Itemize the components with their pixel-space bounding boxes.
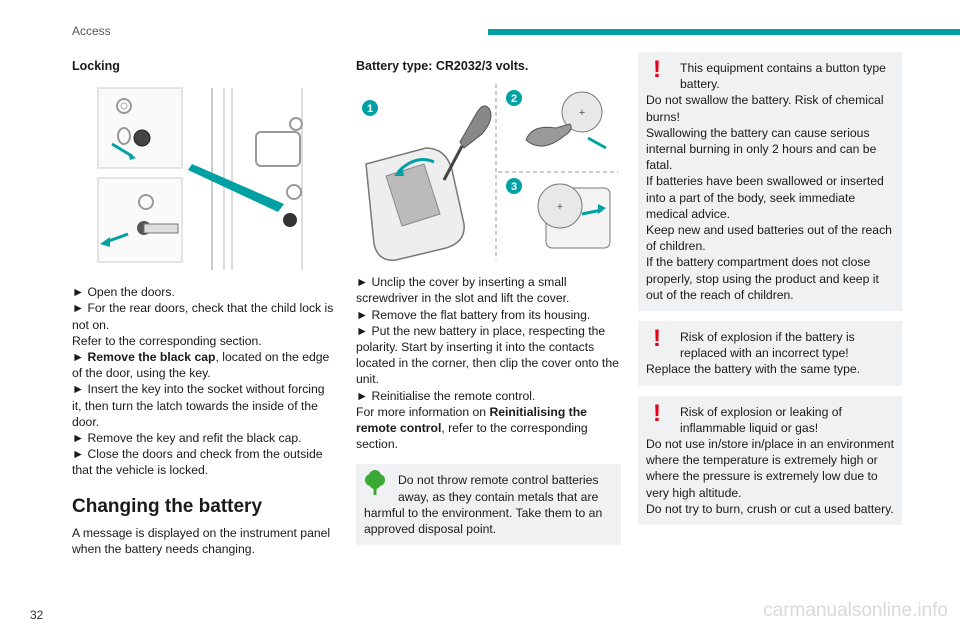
step-badge-2: 2 bbox=[510, 93, 518, 106]
environment-note-first: Do not throw remote control batteries away, as they contain metals that are bbox=[398, 473, 599, 504]
warning-note-1-rest: Do not swallow the battery. Risk of chemical burns! Swallowing the battery can cause serious internal burning in only 2 hours and can be fatal. If batteries have been swallowed or inserted into a part of the body, seek immediate medical advice. Keep new and used batteries out of the reach of children. If the battery compartment does not close properly, stop using the product and keep it out of the reach of children. bbox=[646, 93, 892, 302]
locking-illustration bbox=[72, 84, 312, 274]
locking-refer: Refer to the corresponding section. bbox=[72, 333, 262, 348]
warning-note-3-first: Risk of explosion or leaking of inflammable liquid or gas! bbox=[680, 404, 842, 435]
warning-note-button-battery bbox=[638, 52, 902, 311]
battery-step-insert: ► Put the new battery in place, respecting the polarity. Start by inserting it into the contacts located in the corner, then clip the cover onto the unit. bbox=[356, 323, 619, 387]
remove-cap-bold: ► Remove the black cap bbox=[72, 350, 216, 365]
more-info-pre: For more information on bbox=[356, 404, 490, 419]
changing-battery-title: Changing the battery bbox=[72, 495, 263, 517]
step-badge-3: 3 bbox=[510, 181, 518, 194]
eco-tree-icon bbox=[362, 470, 388, 496]
warning-note-incorrect-type bbox=[638, 321, 902, 386]
changing-battery-text: A message is displayed on the instrument panel when the battery needs changing. bbox=[72, 525, 331, 556]
locking-step-open: ► Open the doors. bbox=[72, 285, 175, 300]
battery-type-heading: Battery type: CR2032/3 volts. bbox=[356, 59, 529, 73]
locking-step-child-lock: ► For the rear doors, check that the child lock is not on. bbox=[72, 301, 334, 332]
warning-note-2-rest: Replace the battery with the same type. bbox=[646, 362, 861, 377]
svg-text:+: + bbox=[578, 107, 586, 120]
warning-note-2-first: Risk of explosion if the battery is replaced with an incorrect type! bbox=[680, 330, 855, 361]
page-number: 32 bbox=[30, 608, 44, 622]
locking-step-insert-key: ► Insert the key into the socket without forcing it, then turn the latch towards the inside of the door. bbox=[72, 382, 325, 429]
more-info-post: , refer to the corresponding section. bbox=[356, 421, 588, 452]
step-badge-1: 1 bbox=[366, 103, 374, 116]
battery-step-remove: ► Remove the flat battery from its housing. bbox=[356, 307, 591, 322]
column-warnings bbox=[638, 52, 902, 535]
environment-note-rest: harmful to the environment. Take them to an approved disposal point. bbox=[364, 505, 603, 537]
warning-note-explosion bbox=[638, 396, 902, 525]
battery-step-unclip: ► Unclip the cover by inserting a small screwdriver in the slot and lift the cover. bbox=[356, 275, 570, 306]
locking-step-refit-cap: ► Remove the key and refit the black cap. bbox=[72, 431, 302, 446]
environment-note bbox=[356, 464, 621, 545]
locking-step-remove-cap bbox=[72, 349, 337, 381]
locking-heading: Locking bbox=[72, 59, 120, 73]
warning-icon: ! bbox=[653, 325, 661, 353]
svg-text:+: + bbox=[556, 201, 564, 214]
warning-icon: ! bbox=[653, 56, 661, 83]
header-accent-bar bbox=[488, 29, 960, 35]
column-locking bbox=[72, 58, 337, 557]
watermark: carmanualsonline.info bbox=[763, 600, 948, 621]
warning-icon: ! bbox=[653, 399, 661, 427]
header-section-label: Access bbox=[72, 24, 111, 38]
warning-note-1-first: This equipment contains a button type battery. bbox=[680, 61, 886, 92]
warning-note-3-rest: Do not use in/store in/place in an environment where the temperature is extremely high or where the pressure is extremely low due to very high altitude. Do not try to burn, crush or cut a used battery. bbox=[646, 437, 894, 516]
remove-cap-rest: , located on the edge of the door, using the key. bbox=[72, 350, 330, 381]
more-info-paragraph bbox=[356, 404, 621, 453]
battery-step-reinitialise: ► Reinitialise the remote control. bbox=[356, 388, 536, 403]
more-info-link-text: Reinitialising the remote control bbox=[356, 404, 587, 436]
locking-step-close: ► Close the doors and check from the outside that the vehicle is locked. bbox=[72, 447, 323, 478]
column-battery bbox=[356, 58, 621, 555]
battery-illustration bbox=[356, 84, 618, 264]
